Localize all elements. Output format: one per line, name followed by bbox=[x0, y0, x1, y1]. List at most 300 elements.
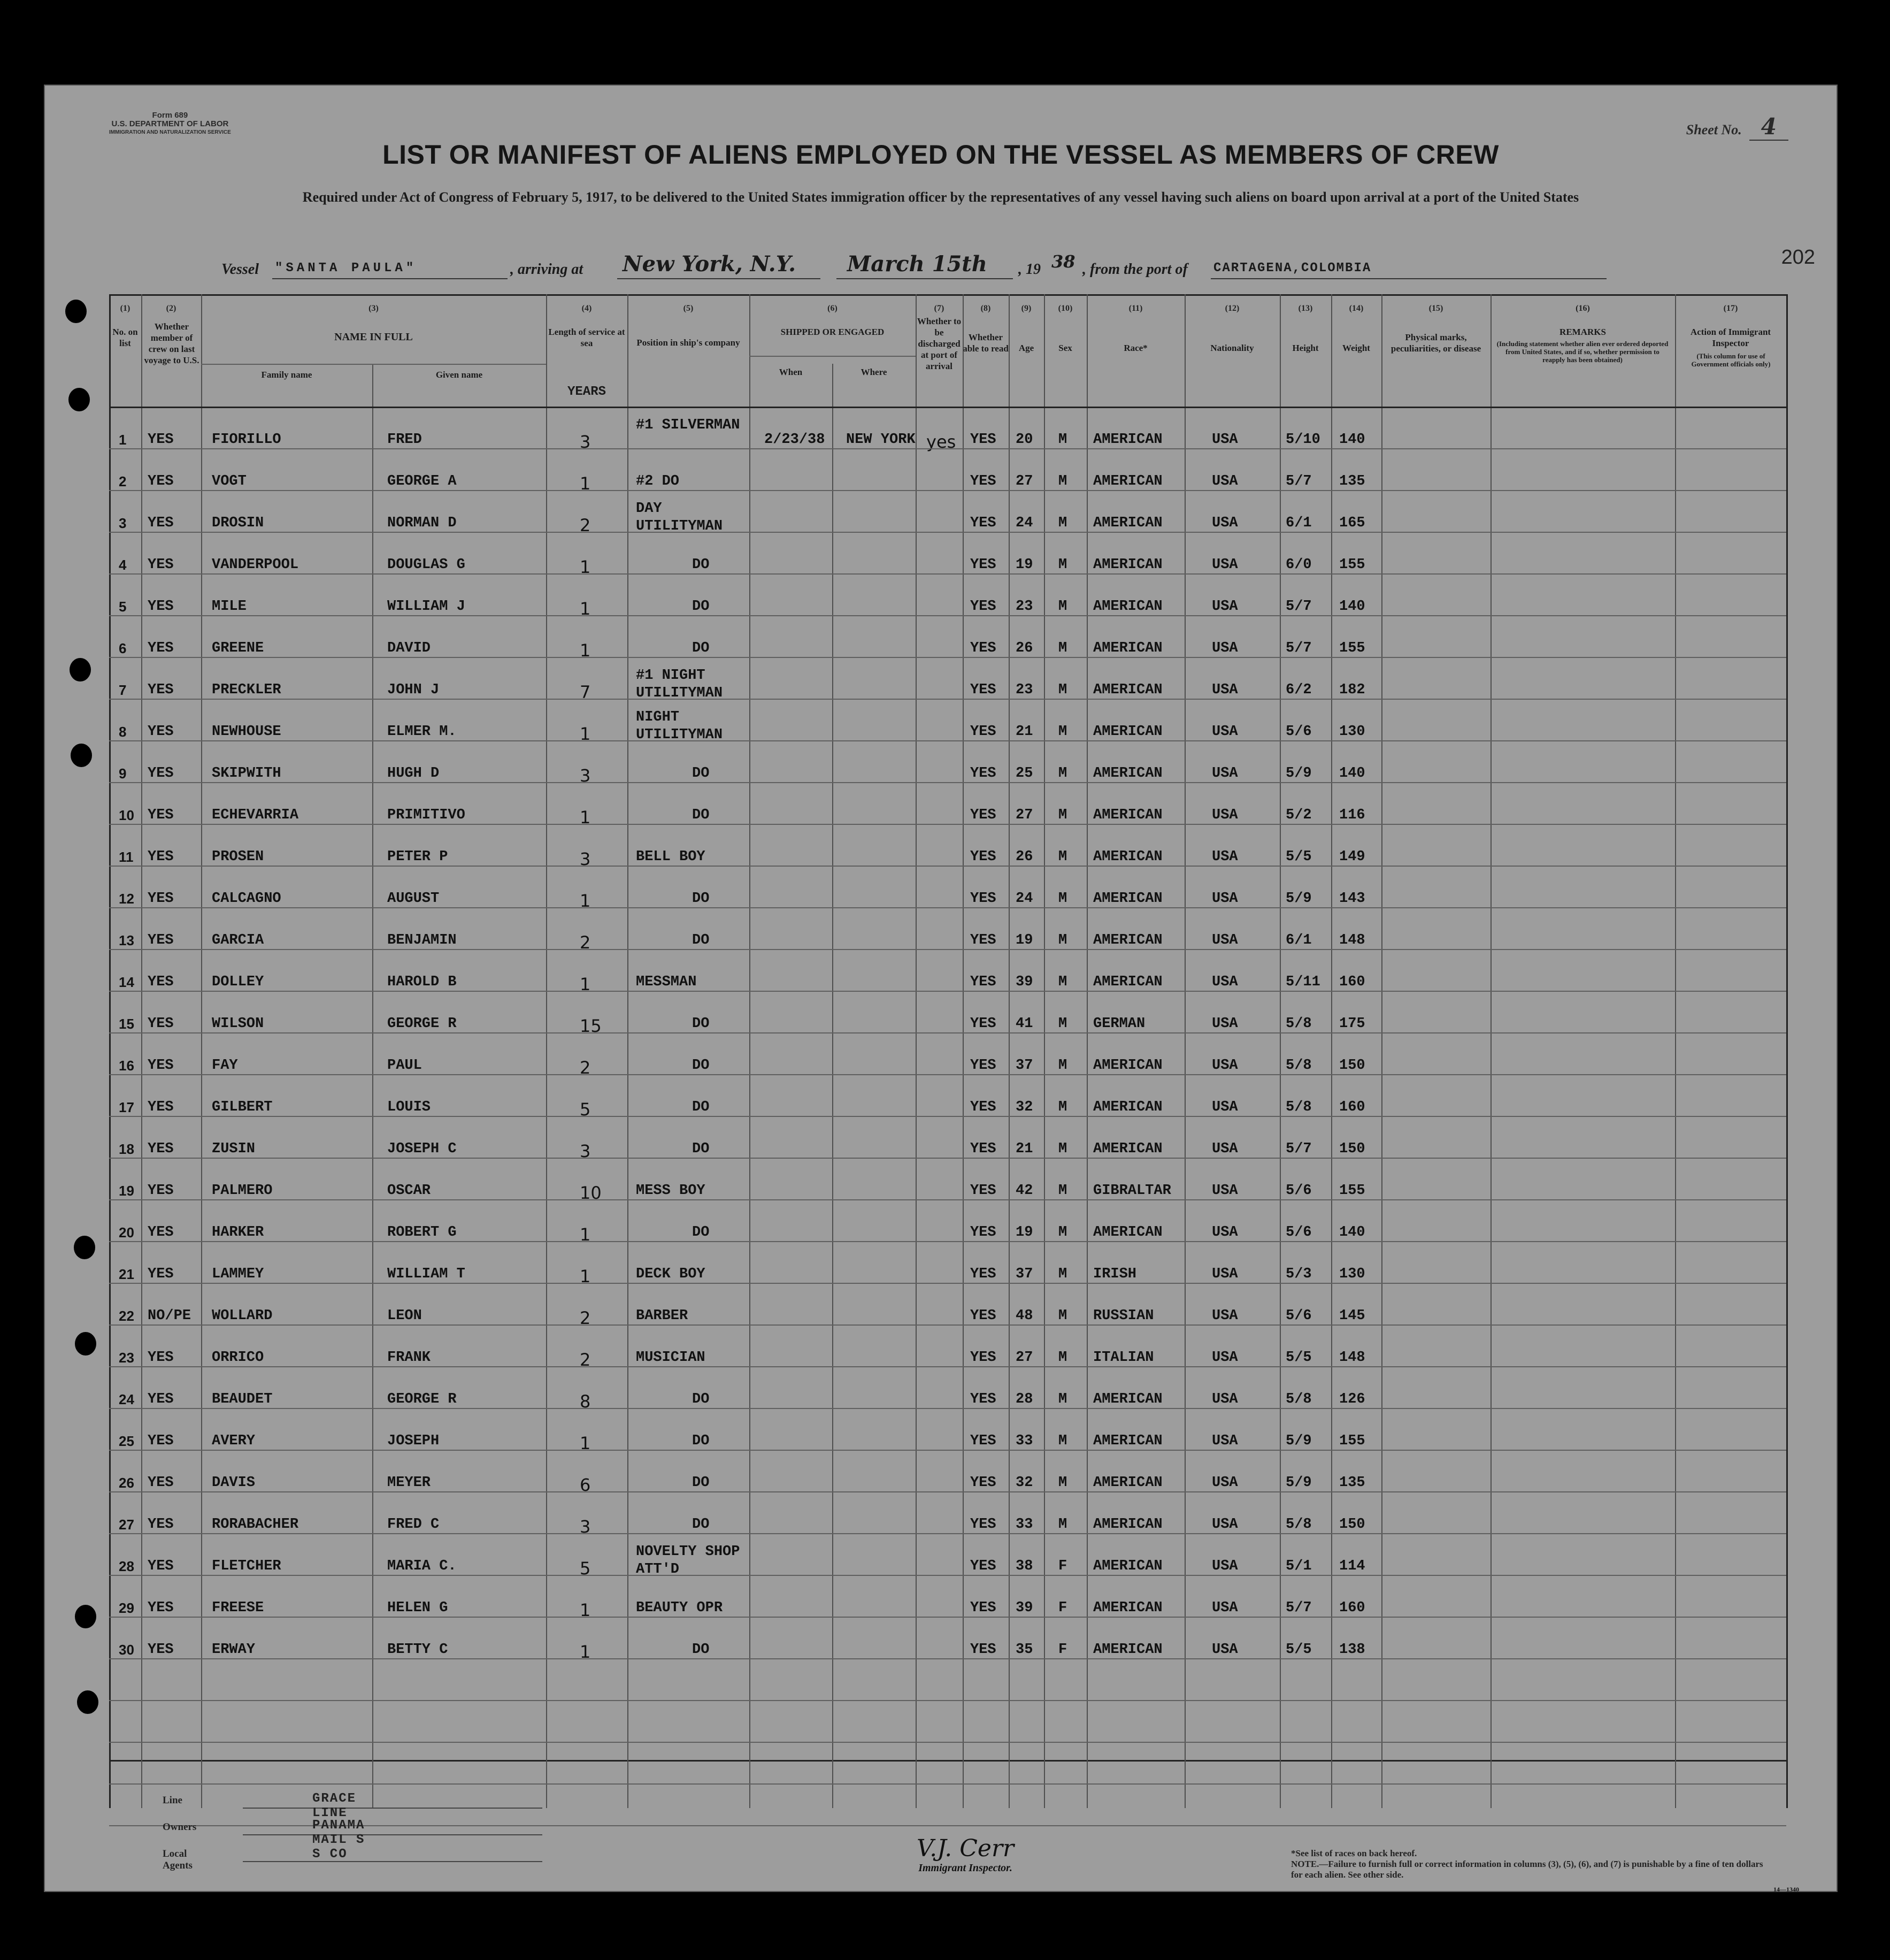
vessel-line bbox=[221, 251, 1804, 284]
able-to-read: YES bbox=[970, 890, 996, 907]
height: 6/1 bbox=[1286, 515, 1312, 531]
race: AMERICAN bbox=[1093, 932, 1163, 948]
height: 5/9 bbox=[1286, 1433, 1312, 1449]
able-to-read: YES bbox=[970, 1266, 996, 1282]
sex: M bbox=[1058, 1140, 1067, 1157]
able-to-read: YES bbox=[970, 431, 996, 448]
table-row bbox=[109, 1004, 1786, 1046]
header-remarks-note: (Including statement whether alien ever ordered deported from United States, and if so, whether permission to reapply has been obtained) bbox=[1496, 340, 1669, 364]
age: 24 bbox=[1016, 890, 1033, 907]
member-last-voyage: YES bbox=[148, 1641, 174, 1658]
race: IRISH bbox=[1093, 1266, 1137, 1282]
sex: M bbox=[1058, 765, 1067, 782]
race: AMERICAN bbox=[1093, 1140, 1163, 1157]
height: 5/9 bbox=[1286, 1474, 1312, 1491]
column-rule bbox=[832, 364, 833, 1808]
given-name: WILLIAM T bbox=[387, 1266, 465, 1282]
position: DO bbox=[692, 1516, 710, 1533]
row-number: 9 bbox=[119, 765, 127, 782]
race: AMERICAN bbox=[1093, 1641, 1163, 1658]
sex: M bbox=[1058, 1433, 1067, 1449]
sheet-number-value: 4 bbox=[1749, 113, 1788, 141]
family-name: WOLLARD bbox=[212, 1307, 273, 1324]
race: AMERICAN bbox=[1093, 848, 1163, 865]
header-able-to-read: Whether able to read bbox=[963, 332, 1009, 354]
able-to-read: YES bbox=[970, 473, 996, 489]
able-to-read: YES bbox=[970, 682, 996, 698]
age: 21 bbox=[1016, 1140, 1033, 1157]
binding-hole bbox=[75, 1332, 96, 1356]
position: DO bbox=[692, 556, 710, 573]
weight: 150 bbox=[1339, 1516, 1365, 1533]
sex: M bbox=[1058, 974, 1067, 990]
member-last-voyage: YES bbox=[148, 765, 174, 782]
height: 5/8 bbox=[1286, 1516, 1312, 1533]
length-of-service: 2 bbox=[580, 1307, 591, 1328]
race: AMERICAN bbox=[1093, 556, 1163, 573]
column-rule bbox=[916, 294, 917, 1808]
position: DO bbox=[692, 1140, 710, 1157]
length-of-service: 5 bbox=[580, 1099, 591, 1120]
race: AMERICAN bbox=[1093, 431, 1163, 448]
age: 33 bbox=[1016, 1516, 1033, 1533]
member-last-voyage: YES bbox=[148, 1140, 174, 1157]
race: AMERICAN bbox=[1093, 1057, 1163, 1074]
given-name: MARIA C. bbox=[387, 1558, 457, 1574]
nationality: USA bbox=[1212, 1391, 1238, 1407]
able-to-read: YES bbox=[970, 515, 996, 531]
position: DO bbox=[692, 807, 710, 823]
table-row bbox=[109, 417, 1786, 462]
row-number: 16 bbox=[119, 1057, 134, 1074]
col-number-5: (5) bbox=[683, 304, 694, 313]
length-of-service: 10 bbox=[580, 1182, 602, 1203]
length-of-service: 1 bbox=[580, 1224, 591, 1245]
column-rule bbox=[1381, 294, 1382, 1808]
sex: M bbox=[1058, 1307, 1067, 1324]
race: AMERICAN bbox=[1093, 1099, 1163, 1115]
age: 37 bbox=[1016, 1057, 1033, 1074]
age: 19 bbox=[1016, 932, 1033, 948]
length-of-service: 1 bbox=[580, 890, 591, 911]
shipped-when: 2/23/38 bbox=[764, 431, 825, 448]
able-to-read: YES bbox=[970, 1349, 996, 1366]
arrival-date: March 15th bbox=[847, 251, 987, 277]
nationality: USA bbox=[1212, 1516, 1238, 1533]
given-name: PETER P bbox=[387, 848, 448, 865]
length-of-service: 15 bbox=[580, 1015, 602, 1036]
nationality: USA bbox=[1212, 598, 1238, 615]
col-number-10: (10) bbox=[1058, 304, 1073, 313]
weight: 140 bbox=[1339, 598, 1365, 615]
member-last-voyage: YES bbox=[148, 515, 174, 531]
weight: 160 bbox=[1339, 1099, 1365, 1115]
given-name: MEYER bbox=[387, 1474, 431, 1491]
binding-hole bbox=[70, 658, 91, 682]
row-number: 15 bbox=[119, 1015, 134, 1032]
age: 33 bbox=[1016, 1433, 1033, 1449]
family-name: ECHEVARRIA bbox=[212, 807, 299, 823]
able-to-read: YES bbox=[970, 974, 996, 990]
weight: 130 bbox=[1339, 723, 1365, 740]
sex: M bbox=[1058, 1224, 1067, 1241]
table-row bbox=[109, 667, 1786, 712]
weight: 130 bbox=[1339, 1266, 1365, 1282]
able-to-read: YES bbox=[970, 765, 996, 782]
family-name: CALCAGNO bbox=[212, 890, 281, 907]
height: 5/9 bbox=[1286, 890, 1312, 907]
table-row bbox=[109, 837, 1786, 879]
position: DO bbox=[692, 1057, 710, 1074]
member-last-voyage: YES bbox=[148, 723, 174, 740]
family-name: VANDERPOOL bbox=[212, 556, 299, 573]
header-member-last-voyage: Whether member of crew on last voyage to U.S. bbox=[144, 321, 199, 365]
table-row bbox=[109, 1213, 1786, 1254]
col-number-6: (6) bbox=[827, 304, 838, 313]
sex: M bbox=[1058, 556, 1067, 573]
col-number-4: (4) bbox=[581, 304, 592, 313]
table-row bbox=[109, 709, 1786, 754]
sheet-number-label: Sheet No. bbox=[1686, 122, 1742, 137]
length-of-service: 3 bbox=[580, 1140, 591, 1161]
row-number: 29 bbox=[119, 1599, 134, 1616]
weight: 143 bbox=[1339, 890, 1365, 907]
member-last-voyage: YES bbox=[148, 640, 174, 656]
member-last-voyage: YES bbox=[148, 1182, 174, 1199]
row-number: 19 bbox=[119, 1182, 134, 1199]
row-number: 2 bbox=[119, 473, 127, 489]
age: 42 bbox=[1016, 1182, 1033, 1199]
height: 6/2 bbox=[1286, 682, 1312, 698]
length-of-service: 5 bbox=[580, 1558, 591, 1579]
year-prefix: , 19 bbox=[1018, 261, 1041, 278]
race: AMERICAN bbox=[1093, 765, 1163, 782]
race: AMERICAN bbox=[1093, 974, 1163, 990]
column-rule bbox=[201, 294, 202, 1808]
col-number-2: (2) bbox=[166, 304, 176, 313]
family-name: PROSEN bbox=[212, 848, 264, 865]
nationality: USA bbox=[1212, 765, 1238, 782]
row-number: 27 bbox=[119, 1516, 134, 1533]
family-name: DROSIN bbox=[212, 515, 264, 531]
notes bbox=[1291, 1848, 1772, 1880]
member-last-voyage: YES bbox=[148, 598, 174, 615]
given-name: JOHN J bbox=[387, 682, 440, 698]
able-to-read: YES bbox=[970, 1474, 996, 1491]
header-discharged: Whether to be discharged at port of arrival bbox=[917, 316, 962, 371]
table-row bbox=[109, 1296, 1786, 1338]
sex: M bbox=[1058, 1266, 1067, 1282]
able-to-read: YES bbox=[970, 932, 996, 948]
binding-hole bbox=[68, 388, 90, 411]
weight: 140 bbox=[1339, 765, 1365, 782]
nationality: USA bbox=[1212, 1015, 1238, 1032]
length-of-service: 1 bbox=[580, 640, 591, 661]
position: DO bbox=[692, 1224, 710, 1241]
table-row bbox=[109, 1254, 1786, 1296]
weight: 148 bbox=[1339, 1349, 1365, 1366]
able-to-read: YES bbox=[970, 598, 996, 615]
family-name: WILSON bbox=[212, 1015, 264, 1032]
column-rule bbox=[749, 294, 750, 1808]
height: 5/9 bbox=[1286, 765, 1312, 782]
row-number: 5 bbox=[119, 598, 127, 615]
weight: 140 bbox=[1339, 1224, 1365, 1241]
length-of-service: 1 bbox=[580, 473, 591, 494]
able-to-read: YES bbox=[970, 1599, 996, 1616]
form-identifier bbox=[109, 111, 231, 137]
position: MUSICIAN bbox=[636, 1349, 705, 1366]
column-rule bbox=[1185, 294, 1186, 1808]
header-height: Height bbox=[1292, 343, 1319, 353]
family-name: DAVIS bbox=[212, 1474, 256, 1491]
weight: 175 bbox=[1339, 1015, 1365, 1032]
race: AMERICAN bbox=[1093, 1599, 1163, 1616]
member-last-voyage: YES bbox=[148, 1516, 174, 1533]
weight: 148 bbox=[1339, 932, 1365, 948]
member-last-voyage: YES bbox=[148, 1224, 174, 1241]
able-to-read: YES bbox=[970, 1433, 996, 1449]
position: MESS BOY bbox=[636, 1182, 705, 1199]
header-given-name: Given name bbox=[435, 370, 483, 380]
race: ITALIAN bbox=[1093, 1349, 1154, 1366]
sex: M bbox=[1058, 1516, 1067, 1533]
row-number: 3 bbox=[119, 515, 127, 531]
length-of-service: 3 bbox=[580, 431, 591, 452]
age: 28 bbox=[1016, 1391, 1033, 1407]
position: DAY UTILITYMAN bbox=[636, 500, 723, 534]
binding-hole bbox=[77, 1690, 98, 1714]
length-of-service: 1 bbox=[580, 556, 591, 577]
inspector-label: Immigrant Inspector. bbox=[918, 1862, 1012, 1874]
race: AMERICAN bbox=[1093, 640, 1163, 656]
length-of-service: 7 bbox=[580, 682, 591, 702]
height: 5/7 bbox=[1286, 473, 1312, 489]
able-to-read: YES bbox=[970, 1558, 996, 1574]
row-number: 18 bbox=[119, 1140, 134, 1157]
position: DO bbox=[692, 1474, 710, 1491]
height: 5/6 bbox=[1286, 1182, 1312, 1199]
row-number: 4 bbox=[119, 556, 127, 573]
height: 6/0 bbox=[1286, 556, 1312, 573]
nationality: USA bbox=[1212, 556, 1238, 573]
weight: 138 bbox=[1339, 1641, 1365, 1658]
length-of-service: 1 bbox=[580, 1433, 591, 1453]
position: DO bbox=[692, 1641, 710, 1658]
header-physical-marks: Physical marks, peculiarities, or disease bbox=[1390, 332, 1481, 354]
weight: 126 bbox=[1339, 1391, 1365, 1407]
able-to-read: YES bbox=[970, 556, 996, 573]
nationality: USA bbox=[1212, 1099, 1238, 1115]
nationality: USA bbox=[1212, 1349, 1238, 1366]
position: #1 SILVERMAN bbox=[636, 417, 740, 433]
note-races: *See list of races on back hereof. bbox=[1291, 1848, 1417, 1858]
member-last-voyage: YES bbox=[148, 1349, 174, 1366]
able-to-read: YES bbox=[970, 1140, 996, 1157]
height: 5/11 bbox=[1286, 974, 1320, 990]
column-rule bbox=[1009, 294, 1010, 1808]
column-rule bbox=[372, 364, 373, 1808]
line-label: Line bbox=[163, 1795, 182, 1806]
table-row bbox=[109, 1129, 1786, 1171]
age: 20 bbox=[1016, 431, 1033, 448]
able-to-read: YES bbox=[970, 1099, 996, 1115]
col-number-15: (15) bbox=[1428, 304, 1443, 313]
able-to-read: YES bbox=[970, 1015, 996, 1032]
given-name: LOUIS bbox=[387, 1099, 431, 1115]
able-to-read: YES bbox=[970, 1182, 996, 1199]
nationality: USA bbox=[1212, 1641, 1238, 1658]
row-number: 20 bbox=[119, 1224, 134, 1241]
family-name: GREENE bbox=[212, 640, 264, 656]
race: GERMAN bbox=[1093, 1015, 1146, 1032]
member-last-voyage: YES bbox=[148, 473, 174, 489]
sex: M bbox=[1058, 890, 1067, 907]
member-last-voyage: YES bbox=[148, 682, 174, 698]
height: 5/3 bbox=[1286, 1266, 1312, 1282]
local-agents-label: Local Agents bbox=[163, 1848, 193, 1871]
family-name: FLETCHER bbox=[212, 1558, 281, 1574]
row-number: 12 bbox=[119, 890, 134, 907]
col-number-13: (13) bbox=[1298, 304, 1313, 313]
family-name: FAY bbox=[212, 1057, 238, 1074]
header-remarks: REMARKS bbox=[1559, 327, 1606, 337]
nationality: USA bbox=[1212, 723, 1238, 740]
weight: 114 bbox=[1339, 1558, 1365, 1574]
given-name: OSCAR bbox=[387, 1182, 431, 1199]
position: DO bbox=[692, 765, 710, 782]
race: AMERICAN bbox=[1093, 1224, 1163, 1241]
length-of-service: 1 bbox=[580, 598, 591, 619]
row-number: 21 bbox=[119, 1266, 134, 1282]
row-number: 30 bbox=[119, 1641, 134, 1658]
member-last-voyage: YES bbox=[148, 1266, 174, 1282]
race: AMERICAN bbox=[1093, 807, 1163, 823]
nationality: USA bbox=[1212, 1599, 1238, 1616]
column-rule bbox=[963, 294, 964, 1808]
table-row bbox=[109, 587, 1786, 629]
weight: 155 bbox=[1339, 556, 1365, 573]
given-name: WILLIAM J bbox=[387, 598, 465, 615]
given-name: FRANK bbox=[387, 1349, 431, 1366]
race: AMERICAN bbox=[1093, 682, 1163, 698]
header-name-in-full: NAME IN FULL bbox=[334, 331, 413, 343]
length-of-service: 1 bbox=[580, 807, 591, 828]
nationality: USA bbox=[1212, 431, 1238, 448]
table-row bbox=[109, 462, 1786, 503]
weight: 160 bbox=[1339, 974, 1365, 990]
family-name: DOLLEY bbox=[212, 974, 264, 990]
table-row bbox=[109, 754, 1786, 795]
column-rule bbox=[1087, 294, 1088, 1808]
nationality: USA bbox=[1212, 1266, 1238, 1282]
position: #2 DO bbox=[636, 473, 680, 489]
from-port-label: , from the port of bbox=[1082, 261, 1188, 278]
position: DO bbox=[692, 640, 710, 656]
race: AMERICAN bbox=[1093, 1474, 1163, 1491]
header-sex: Sex bbox=[1058, 343, 1072, 353]
age: 32 bbox=[1016, 1099, 1033, 1115]
length-of-service: 2 bbox=[580, 1057, 591, 1078]
manifest-sheet bbox=[44, 85, 1838, 1892]
given-name: HUGH D bbox=[387, 765, 440, 782]
nationality: USA bbox=[1212, 1474, 1238, 1491]
member-last-voyage: YES bbox=[148, 1558, 174, 1574]
length-of-service: 6 bbox=[580, 1474, 591, 1495]
nationality: USA bbox=[1212, 515, 1238, 531]
family-name: AVERY bbox=[212, 1433, 256, 1449]
sex: M bbox=[1058, 1015, 1067, 1032]
weight: 160 bbox=[1339, 1599, 1365, 1616]
given-name: BETTY C bbox=[387, 1641, 448, 1658]
given-name: GEORGE R bbox=[387, 1391, 457, 1407]
member-last-voyage: YES bbox=[148, 431, 174, 448]
column-rule bbox=[1331, 294, 1332, 1808]
given-name: BENJAMIN bbox=[387, 932, 457, 948]
nationality: USA bbox=[1212, 807, 1238, 823]
race: AMERICAN bbox=[1093, 1433, 1163, 1449]
row-number: 23 bbox=[119, 1349, 134, 1366]
member-last-voyage: YES bbox=[148, 1057, 174, 1074]
height: 5/5 bbox=[1286, 848, 1312, 865]
sex: F bbox=[1058, 1558, 1067, 1574]
position: DO bbox=[692, 890, 710, 907]
table-row bbox=[109, 629, 1786, 670]
height: 5/8 bbox=[1286, 1099, 1312, 1115]
weight: 116 bbox=[1339, 807, 1365, 823]
height: 5/7 bbox=[1286, 1599, 1312, 1616]
height: 5/1 bbox=[1286, 1558, 1312, 1574]
header-action-note: (This column for use of Government officials only) bbox=[1691, 352, 1771, 368]
member-last-voyage: YES bbox=[148, 807, 174, 823]
sex: M bbox=[1058, 1391, 1067, 1407]
weight: 145 bbox=[1339, 1307, 1365, 1324]
binding-hole bbox=[65, 300, 87, 323]
row-number: 10 bbox=[119, 807, 134, 823]
age: 32 bbox=[1016, 1474, 1033, 1491]
table-row bbox=[109, 962, 1786, 1004]
age: 39 bbox=[1016, 974, 1033, 990]
nationality: USA bbox=[1212, 1558, 1238, 1574]
column-rule bbox=[1491, 294, 1492, 1808]
table-row bbox=[109, 879, 1786, 921]
col-number-3: (3) bbox=[368, 304, 379, 313]
position: #1 NIGHT UTILITYMAN bbox=[636, 667, 723, 701]
member-last-voyage: YES bbox=[148, 1599, 174, 1616]
sex: M bbox=[1058, 1182, 1067, 1199]
given-name: AUGUST bbox=[387, 890, 440, 907]
discharged: yes bbox=[926, 431, 956, 452]
weight: 140 bbox=[1339, 431, 1365, 448]
given-name: PRIMITIVO bbox=[387, 807, 465, 823]
race: AMERICAN bbox=[1093, 515, 1163, 531]
family-name: BEAUDET bbox=[212, 1391, 273, 1407]
department-name: U.S. DEPARTMENT OF LABOR bbox=[111, 119, 229, 128]
height: 5/7 bbox=[1286, 598, 1312, 615]
able-to-read: YES bbox=[970, 723, 996, 740]
table-row bbox=[109, 1338, 1786, 1380]
able-to-read: YES bbox=[970, 1391, 996, 1407]
form-number: Form 689 bbox=[152, 111, 188, 120]
weight: 155 bbox=[1339, 1433, 1365, 1449]
weight: 182 bbox=[1339, 682, 1365, 698]
height: 5/2 bbox=[1286, 807, 1312, 823]
able-to-read: YES bbox=[970, 1307, 996, 1324]
header-no-on-list: No. on list bbox=[112, 327, 138, 348]
departure-port: CARTAGENA,COLOMBIA bbox=[1213, 261, 1372, 275]
sex: M bbox=[1058, 1057, 1067, 1074]
position: DO bbox=[692, 1015, 710, 1032]
